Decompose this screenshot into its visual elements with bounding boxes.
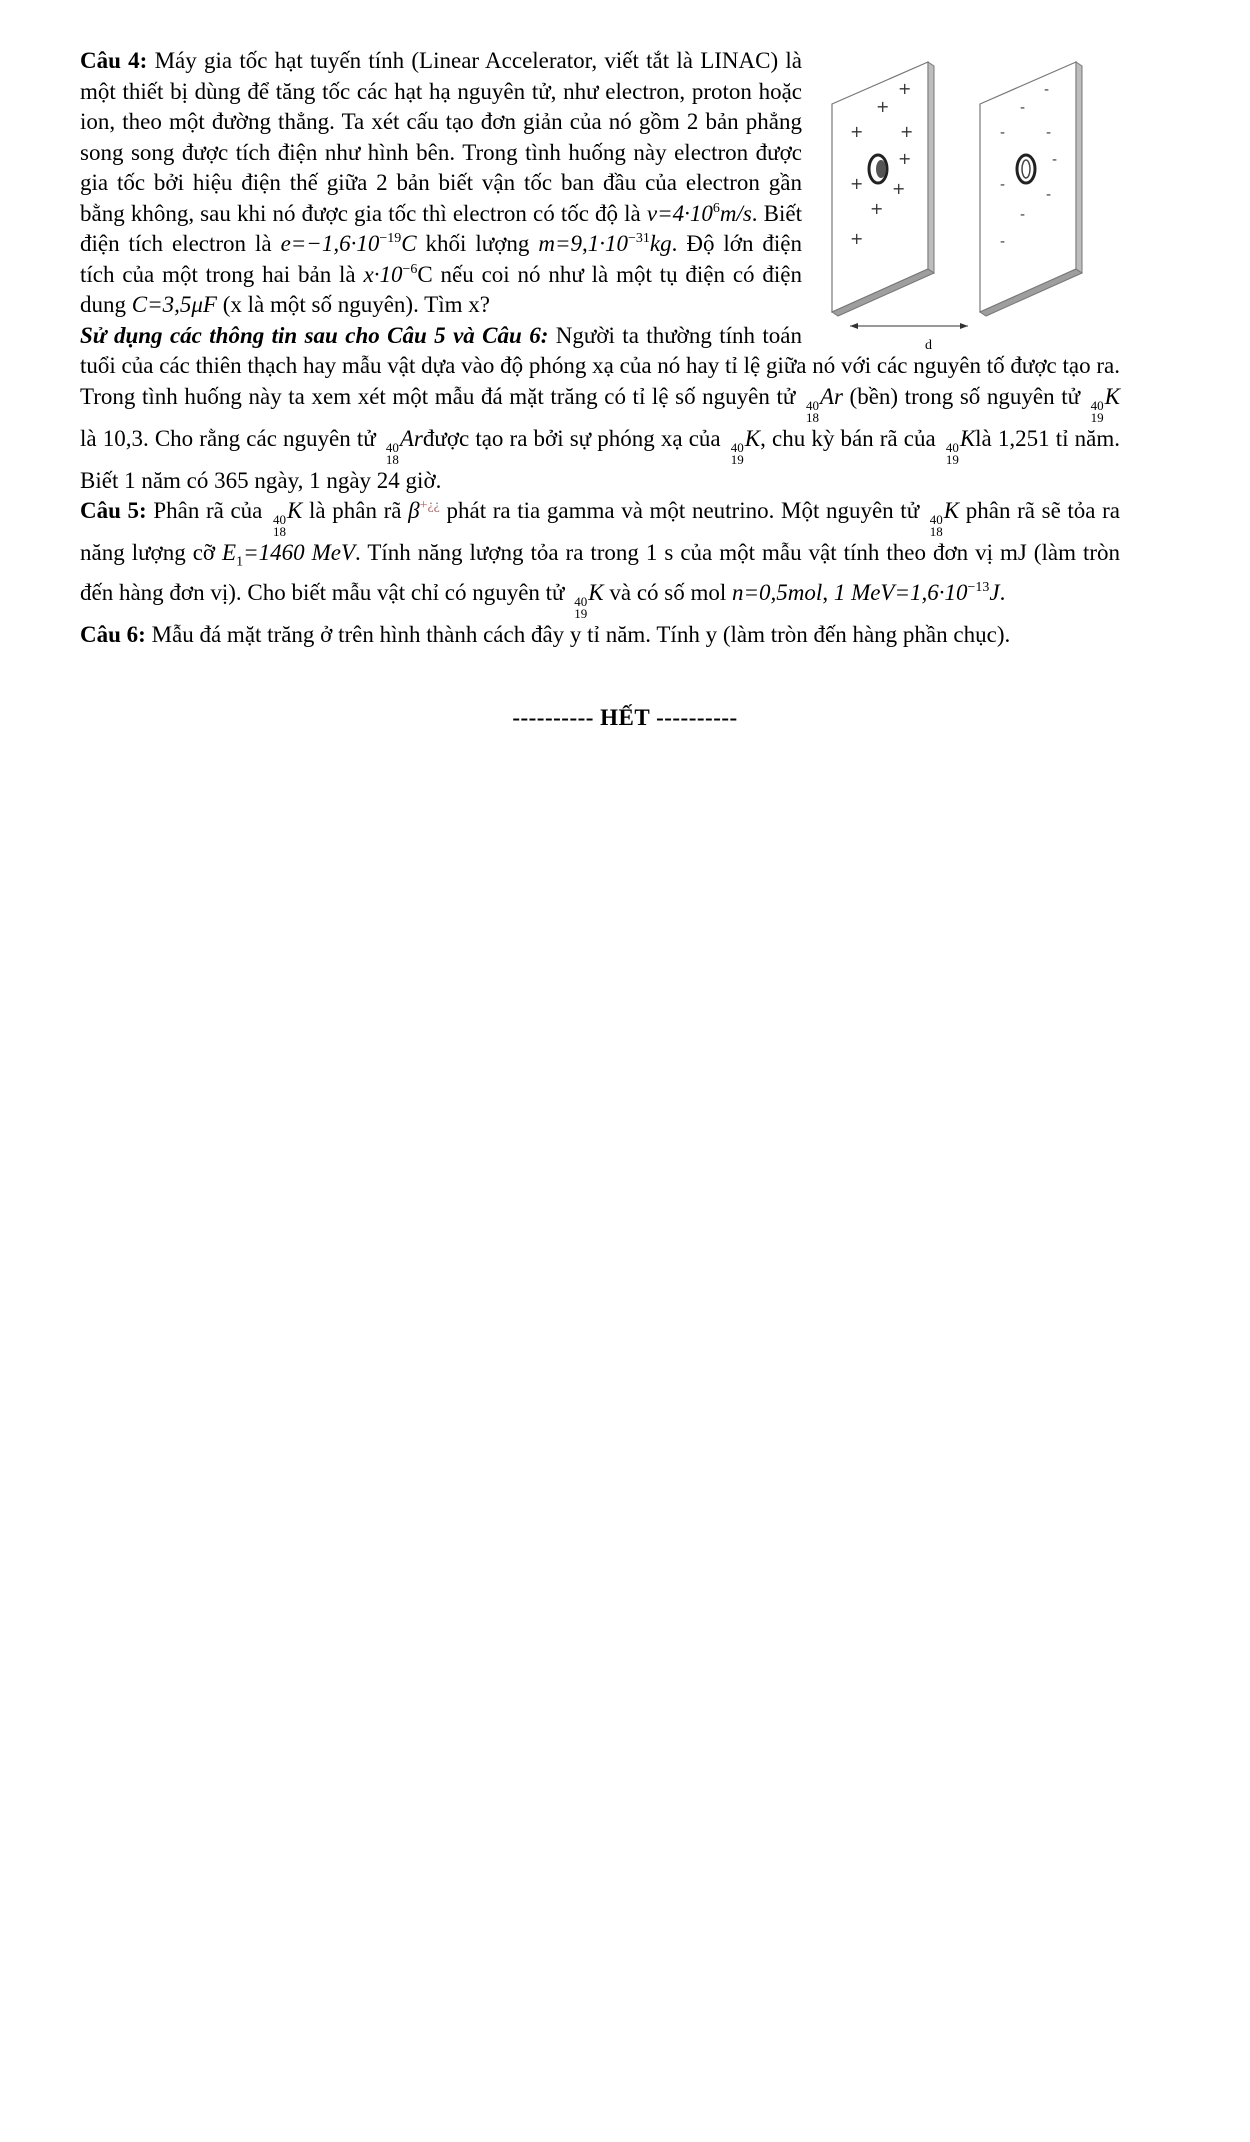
svg-text:-: -	[1020, 207, 1026, 223]
document-body	[80, 46, 1120, 651]
distance-arrow	[820, 318, 1120, 348]
nuclide-k: 40 19	[730, 439, 744, 467]
question-6-label: Câu 6:	[80, 622, 146, 648]
svg-text:+: +	[850, 174, 864, 193]
svg-text:-: -	[1000, 177, 1006, 193]
nuclide-ar: 40 18	[805, 397, 819, 425]
question-5-label: Câu 5:	[80, 498, 147, 523]
svg-text:+: +	[900, 122, 914, 141]
svg-text:+: +	[870, 199, 884, 218]
svg-text:-: -	[1046, 125, 1052, 141]
nuclide-k: 40 19	[1090, 397, 1104, 425]
question-4-text: Câu 4: Máy gia tốc hạt tuyến tính (Linear Accelerator, viết tắt là LINAC) là một thiết bị dùng để tăng tốc các hạt hạ nguyên tử, như electron, proton hoặc ion, theo một đường thẳng. Ta xét cấu tạo đơn giản của nó gồm 2 bản phẳng song song được tích điện như hình bên. Trong tình huống này electron được gia tốc bởi hiệu điện thế giữa 2 bản biết vận tốc ban đầu của electron gần bằng không, sau khi nó được gia tốc thì electron có tốc độ là $v=4\cdot 10^6m/s$. Biết điện tích electron là $e=-1,6\cdot 10^{-19}C$ khối lượng $m=9,1\cdot 10^{-31}kg$. Độ lớn điện tích của một trong hai bản là $x\cdot 10^{-6}C$ nếu coi nó như là một tụ điện có điện dung C=3,5μF (x là một số nguyên). Tìm x?	[80, 48, 802, 317]
svg-text:-: -	[1052, 152, 1058, 168]
distance-label: d	[925, 338, 932, 353]
shared-info-text: Sử dụng các thông tin sau cho Câu 5 và Câu 6: Người ta thường tính toán tuổi của các thiên thạch hay mẫu vật dựa vào độ phóng xạ của nó hay tỉ lệ giữa nó với các nguyên tố được tạo ra. Trong tình huống này ta xem xét một mẫu đá mặt trăng có tỉ lệ số nguyên tử 40 18 Ar (bền) trong số nguyên tử 40 19 K là 10,3. Cho rằng các nguyên tử 40 18 Arđược tạo ra bởi sự phóng xạ của 40 19 K, chu kỳ bán rã của 40 19 Klà 1,251 tỉ năm. Biết 1 năm có 365 ngày, 1 ngày 24 giờ.	[80, 322, 1121, 493]
question-5-text: Câu 5: Phân rã của 40 18 K là phân rã β+¿¿ phát ra tia gamma và một neutrino. Một nguyên tử 40 18 K phân rã sẽ tỏa ra năng lượng cỡ $E_1=1460$ MeV. Tính năng lượng tỏa ra trong 1 s của một mẫu vật tính theo đơn vị mJ (làm tròn đến hàng đơn vị). Cho biết mẫu vật chỉ có nguyên tử 40 19 K và có số mol n=0,5mol, 1 $MeV=1,6\cdot 10^{-13}J$.	[80, 498, 1121, 622]
end-marker: ---------- HẾT ----------	[512, 705, 738, 730]
nuclide-k18: 40 18	[273, 512, 287, 539]
svg-text:-: -	[1000, 234, 1006, 250]
linac-plates-figure	[820, 54, 1120, 324]
svg-text:+: +	[898, 149, 912, 168]
shared-info-label: Sử dụng các thông tin sau cho Câu 5 và Câu 6:	[80, 322, 549, 348]
question-4-label: Câu 4:	[80, 48, 148, 73]
svg-text:+: +	[850, 229, 864, 248]
nuclide-k19: 40 19	[574, 594, 588, 622]
question-4	[80, 46, 1120, 496]
svg-text:-: -	[1046, 187, 1052, 203]
nuclide-k: 40 19	[945, 439, 959, 467]
nuclide-ar: 40 18	[385, 439, 399, 467]
question-6-text: Câu 6: Mẫu đá mặt trăng ở trên hình thành cách đây y tỉ năm. Tính y (làm tròn đến hàng phần chục).	[80, 622, 1011, 648]
svg-text:+: +	[876, 97, 890, 116]
svg-text:-: -	[1044, 82, 1050, 98]
svg-text:-: -	[1020, 100, 1026, 116]
svg-text:+: +	[850, 122, 864, 141]
svg-text:+: +	[898, 79, 912, 98]
svg-text:+: +	[892, 179, 906, 198]
nuclide-k18: 40 18	[929, 512, 943, 539]
svg-text:-: -	[1000, 125, 1006, 141]
